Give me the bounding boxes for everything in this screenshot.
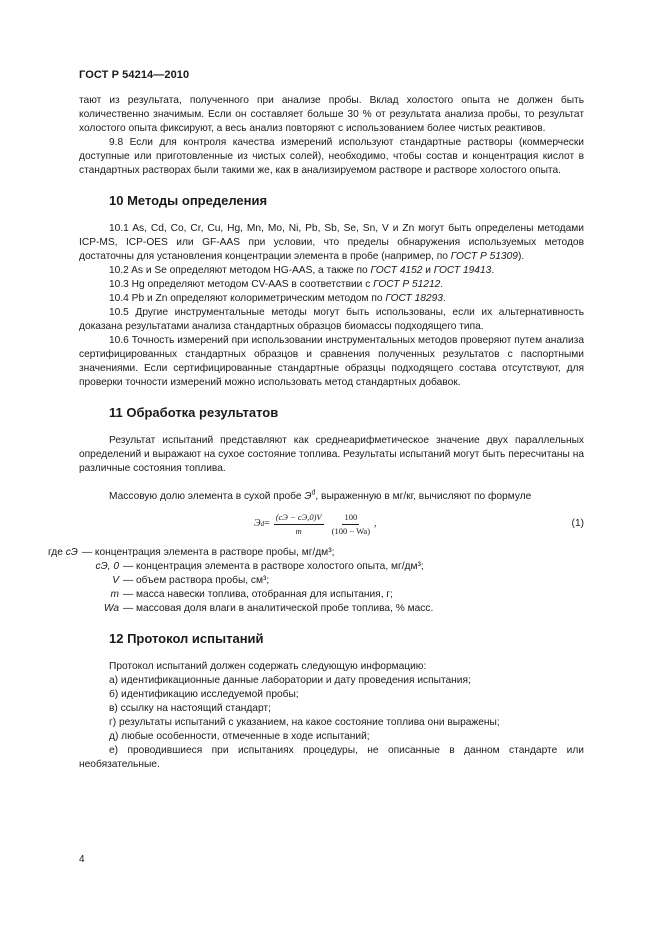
definition-item: V — объем раствора пробы, см³; [112, 575, 270, 586]
section-11-heading: 11 Обработка результатов [109, 405, 279, 420]
paragraph-10-1: 10.1 As, Cd, Co, Cr, Cu, Hg, Mn, Mo, Ni, Pb, Sb, Se, Sn, V и Zn могут быть определены методами ICP-MS, ICP-OES или GF-AAS при условии, что пределы обнаружения используемых методов достаточны для установления концентрации элемента в пробе (например, по ГОСТ Р 51309). [79, 223, 584, 262]
paragraph-10-3: 10.3 Hg определяют методом CV-AAS в соответствии с ГОСТ Р 51212. [109, 279, 444, 290]
definition-item: m — масса навески топлива, отобранная для испытания, г; [110, 589, 393, 600]
list-item: д) любые особенности, отмеченные в ходе испытаний; [109, 731, 370, 742]
definition-item: Wa — массовая доля влаги в аналитической пробе топлива, % масс. [103, 603, 434, 614]
paragraph-10-4: 10.4 Pb и Zn определяют колориметрическим методом по ГОСТ 18293. [109, 293, 446, 304]
gost-reference: ГОСТ 19413 [433, 265, 492, 276]
section-12-heading: 12 Протокол испытаний [109, 631, 264, 646]
section-10-heading: 10 Методы определения [109, 193, 268, 208]
protocol-intro: Протокол испытаний должен содержать следующую информацию: [109, 661, 427, 672]
intro-paragraph-1: тают из результата, полученного при анализе пробы. Вклад холостого опыта не должен быть количественно значимым. Если он составляет больше 30 % от результата анализа пробы, то результат холостого опыта фиксируют, а весь анализ повторяют с использованием более чистых реактивов. [79, 95, 584, 134]
gost-reference: ГОСТ Р 51309 [450, 251, 518, 262]
formula-number: (1) [571, 518, 584, 529]
gost-reference: ГОСТ Р 51212 [373, 279, 441, 290]
document-header: ГОСТ Р 54214—2010 [79, 69, 190, 81]
document-body [48, 94, 584, 772]
list-item: г) результаты испытаний с указанием, на какое состояние топлива они выражены; [109, 717, 500, 728]
formula-expression: Э d = $\frac{(cЭ - cЭ,0)V}{m}$ $\frac{100}{(100 - Wa)}$ , [254, 511, 377, 536]
paragraph-10-6: 10.6 Точность измерений при использовании инструментальных методов проверяют путем анализа сертифицированных стандартных образцов и сравнения полученных результатов с паспортными значениями. Если сертифицированные стандартные образцы подходящего состава отсутствуют, для проверки точности измерений можно использовать метод стандартных добавок. [79, 335, 584, 388]
list-item: в) ссылку на настоящий стандарт; [109, 703, 271, 714]
protocol-list [79, 660, 584, 772]
paragraph-11-1: Результат испытаний представляют как среднеарифметическое значение двух параллельных определений и выражают на сухое состояние топлива. Результаты испытаний могут быть пересчитаны на различные состояния топлива. [79, 435, 584, 474]
formula-fraction-1: $\frac{(cЭ - cЭ,0)V}{m}$ [275, 511, 322, 536]
page-number: 4 [79, 854, 85, 865]
definition-item: где cЭ — концентрация элемента в растворе пробы, мг/дм³; [48, 547, 335, 558]
list-item: е) проводившиеся при испытаниях процедуры, не описанные в данном стандарте или необязательные. [79, 745, 584, 770]
gost-reference: ГОСТ 4152 [370, 265, 423, 276]
paragraph-9-8: 9.8 Если для контроля качества измерений используют стандартные растворы (коммерчески доступные или приготовленные из чистых солей), необходимо, чтобы состав и концентрация кислот в стандартных растворах были такими же, как в анализируемом растворе и растворе холостого опыта. [79, 137, 584, 176]
formula-fraction-2: $\frac{100}{(100 - Wa)}$ [331, 511, 371, 536]
definition-item: cЭ, 0 — концентрация элемента в растворе холостого опыта, мг/дм³; [95, 561, 424, 572]
paragraph-10-2: 10.2 As и Se определяют методом HG-AAS, а также по ГОСТ 4152 и ГОСТ 19413. [109, 265, 495, 276]
paragraph-10-5: 10.5 Другие инструментальные методы могут быть использованы, если их альтернативность доказана результатами анализа стандартных образцов биомассы подходящего типа. [79, 307, 584, 332]
formula-1 [79, 506, 584, 544]
formula-intro: Массовую долю элемента в сухой пробе $Э^d$, выраженную в мг/кг, вычисляют по формуле [109, 489, 532, 502]
formula-definitions [48, 546, 584, 616]
list-item: б) идентификацию исследуемой пробы; [109, 689, 299, 700]
list-item: а) идентификационные данные лаборатории и дату проведения испытания; [109, 675, 471, 686]
gost-reference: ГОСТ 18293 [385, 293, 443, 304]
